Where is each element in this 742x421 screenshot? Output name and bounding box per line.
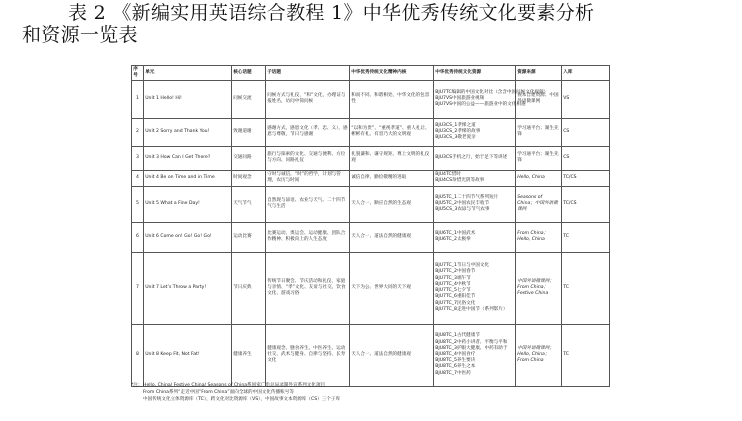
cell-db: TC/CS bbox=[562, 170, 610, 186]
cell-seq: 4 bbox=[132, 170, 144, 186]
cell-source: From China；Hello, China bbox=[516, 222, 562, 252]
resource-item: BJU7TC_8走进中国节（系列影片） bbox=[435, 306, 508, 312]
resource-item: BJU7VS中国旅游业视频 bbox=[435, 95, 485, 101]
table-row bbox=[132, 324, 610, 386]
cell-core: 天人合一、道法自然的健康观 bbox=[350, 222, 434, 252]
resource-item: BJU7TC_7民俗文化 bbox=[435, 300, 476, 306]
cell-subtopic: 比赛运动、奥运会、运动健康、团队合作精神、积极向上的人生态度 bbox=[266, 222, 350, 252]
cell-resources bbox=[434, 146, 516, 170]
cell-source: 中国外语微课网；Hello, China；From China bbox=[516, 324, 562, 386]
table-row bbox=[132, 170, 610, 186]
cell-topic: 问候交流 bbox=[232, 80, 266, 118]
cell-core: 诚信自律、勤俭敬精的进取 bbox=[350, 170, 434, 186]
resource-item: BJU5TC_2中国农民丰收节 bbox=[435, 200, 490, 206]
cell-unit: Unit 5 What a Fine Day! bbox=[144, 186, 232, 222]
caption-line-1: 表 2 《新编实用英语综合教程 1》中华优秀传统文化要素分析 bbox=[68, 2, 595, 24]
resource-item: BJU7TC_5七夕节 bbox=[435, 288, 471, 294]
cell-subtopic: 健康观念、膳食养生、中医养生、运动社交、武术与健身、自律与坚持、长寿文化 bbox=[266, 324, 350, 386]
resource-item: BJU6TC_2太极拳 bbox=[435, 237, 471, 243]
resource-item: BJU7TC_4中秋节 bbox=[435, 281, 471, 287]
table-notes bbox=[131, 382, 611, 403]
resource-item: BJU7TC_6重阳佳节 bbox=[435, 294, 476, 300]
table-row bbox=[132, 80, 610, 118]
cell-core: 天下为公、世界大同的天下观 bbox=[350, 252, 434, 324]
resource-item: BJU7TC_3端午节 bbox=[435, 275, 471, 281]
resource-item: BJU8TC_7中医药 bbox=[435, 370, 471, 376]
resource-table bbox=[131, 65, 610, 387]
cell-db: CS bbox=[562, 118, 610, 146]
cell-unit: Unit 6 Come on! Go! Go! Go! bbox=[144, 222, 232, 252]
cell-source: 学习通平台；湖生先锋 bbox=[516, 146, 562, 170]
resource-item: BJU7VS中国的公益——旅游业中的文化相遇 bbox=[435, 102, 526, 108]
table-row bbox=[132, 118, 610, 146]
cell-db: TC bbox=[562, 252, 610, 324]
table-header-row bbox=[132, 66, 610, 81]
cell-topic: 节日庆典 bbox=[232, 252, 266, 324]
cell-seq: 7 bbox=[132, 252, 144, 324]
cell-seq: 1 bbox=[132, 80, 144, 118]
header-seq: 序号 bbox=[132, 66, 144, 81]
cell-unit: Unit 4 Be on Time and in Time bbox=[144, 170, 232, 186]
header-unit: 单元 bbox=[144, 66, 232, 81]
cell-topic: 健康养生 bbox=[232, 324, 266, 386]
cell-db: TC bbox=[562, 222, 610, 252]
cell-resources bbox=[434, 186, 516, 222]
table-row bbox=[132, 222, 610, 252]
cell-seq: 5 bbox=[132, 186, 144, 222]
cell-unit: Unit 2 Sorry and Thank You! bbox=[144, 118, 232, 146]
cell-resources bbox=[434, 170, 516, 186]
cell-unit: Unit 7 Let’s Throw a Party! bbox=[144, 252, 232, 324]
cell-subtopic: 旅行与探索的文化、交通与便利、方位与方向、问路礼仪 bbox=[266, 146, 350, 170]
resource-item: BJU8TC_3护眼大健康、中药有助于 bbox=[435, 345, 508, 351]
cell-core: 天人合一、道法自然的健康观 bbox=[350, 324, 434, 386]
cell-unit: Unit 3 How Can I Get There? bbox=[144, 146, 232, 170]
cell-db: TC/CS bbox=[562, 186, 610, 222]
cell-resources bbox=[434, 222, 516, 252]
header-db: 入库 bbox=[562, 66, 610, 81]
cell-topic: 运动比赛 bbox=[232, 222, 266, 252]
cell-resources bbox=[434, 252, 516, 324]
cell-topic: 致谢道谢 bbox=[232, 118, 266, 146]
header-core: 中华优秀传统文化精神内核 bbox=[350, 66, 434, 81]
cell-seq: 8 bbox=[132, 324, 144, 386]
note-line: Hello, China/ Festive China/ Seasons of China系国家广电总局录制外宣系列文化项目 bbox=[143, 383, 326, 388]
resource-item: BJU5CS_3农谚与节气农事 bbox=[435, 207, 490, 213]
cell-source: 视本自建资源；中国外语微课网 bbox=[516, 80, 562, 118]
resource-item: BJU7TC_1节日与中国文化 bbox=[435, 263, 490, 269]
resource-item: BJU3CS手机之行，始于足下等讲述 bbox=[435, 154, 508, 160]
cell-source: 学习通平台；湖生先锋 bbox=[516, 118, 562, 146]
cell-source: Seasons of China；中国外语微课网 bbox=[516, 186, 562, 222]
cell-subtopic: 自然现与谚语、农业与天气、二十四节气与生活 bbox=[266, 186, 350, 222]
cell-source: Hello, China bbox=[516, 170, 562, 186]
header-topic: 核心话题 bbox=[232, 66, 266, 81]
resource-item: BJU5TC_1二十四节气系列短片 bbox=[435, 194, 499, 200]
cell-subtopic: 感谢方式，感恩文化（孝、忠、义），感恩与尊敬，节日与感谢 bbox=[266, 118, 350, 146]
cell-seq: 6 bbox=[132, 222, 144, 252]
cell-unit: Unit 1 Hello! Hi! bbox=[144, 80, 232, 118]
cell-source: 中国外语微课网；From China；Festive China bbox=[516, 252, 562, 324]
resource-item: BJU6TC_1中国武术 bbox=[435, 230, 476, 236]
note-row bbox=[131, 396, 611, 403]
note-line: 中国传统文化立体资源库（TC），跨文化对比资源库（VS），中国故事文本资源库（CS）三个子库 bbox=[143, 397, 341, 402]
table-row bbox=[132, 146, 610, 170]
cell-core: 天人合一、顺应自然的生态观 bbox=[350, 186, 434, 222]
resource-item: BJU8TC_5养生要诀 bbox=[435, 358, 476, 364]
header-resources: 中华优秀传统文化资源 bbox=[434, 66, 516, 81]
cell-unit: Unit 8 Keep Fit, Not Fat! bbox=[144, 324, 232, 386]
note-row bbox=[131, 389, 611, 396]
cell-topic: 时间观念 bbox=[232, 170, 266, 186]
caption-line-2: 和资源一览表 bbox=[22, 24, 138, 46]
cell-subtopic: 问候方式与礼仪，“和”文化，办理证与报姓名，访问中简问候 bbox=[266, 80, 350, 118]
cell-seq: 3 bbox=[132, 146, 144, 170]
note-line: From China系列“走近中国”From China”面向全球的中国文化传播账号等 bbox=[143, 390, 294, 395]
resource-item: BJU7TC_2中国春节 bbox=[435, 269, 476, 275]
cell-core: 和而不同、和谐相处、中华文化的包容性 bbox=[350, 80, 434, 118]
cell-db: TC bbox=[562, 324, 610, 386]
resource-item: BJU8TC_1古代健康节 bbox=[435, 333, 480, 339]
cell-subtopic: 传统节日聚会、节庆活动和礼仪、家庭与亲情、“孝”文化、友谊与社交、饮食文化、游戏习俗 bbox=[266, 252, 350, 324]
resource-item: BJU7TC编辑的中国文化对比（含含中国问候文化视频） bbox=[435, 89, 549, 95]
cell-resources bbox=[434, 324, 516, 386]
note-row bbox=[131, 382, 611, 389]
cell-core: 礼貌谦和、谦守规矩、尊上文明的礼仪观 bbox=[350, 146, 434, 170]
resource-item: BJU4CS珍惜光阴等故事 bbox=[435, 178, 485, 184]
note-tag: *注： bbox=[131, 383, 143, 388]
resource-item: BJU8TC_4中国食疗 bbox=[435, 351, 476, 357]
cell-subtopic: 守时与诚信，“时”的哲学，计划与管理，农历与时间 bbox=[266, 170, 350, 186]
cell-topic: 交通问路 bbox=[232, 146, 266, 170]
cell-db: VS bbox=[562, 80, 610, 118]
resource-item: BJU3CS_2孝悌的故事 bbox=[435, 128, 481, 134]
header-source: 资源来源 bbox=[516, 66, 562, 81]
resource-table-wrapper bbox=[131, 65, 609, 387]
cell-seq: 2 bbox=[132, 118, 144, 146]
cell-resources bbox=[434, 118, 516, 146]
resource-item: BJU4TC惜时 bbox=[435, 171, 461, 177]
table-row bbox=[132, 252, 610, 324]
cell-core: “以和为贵”、“重视孝道”、重人礼让、彬彬有礼、有容乃大的文明观 bbox=[350, 118, 434, 146]
table-caption bbox=[22, 2, 742, 46]
table-row bbox=[132, 186, 610, 222]
cell-topic: 天气节气 bbox=[232, 186, 266, 222]
resource-item: BJU3CS_1孝悌之道 bbox=[435, 122, 476, 128]
resource-item: BJU8TC_2中药小讲者、平衡与平和 bbox=[435, 339, 508, 345]
resource-item: BJU8TC_6养生之本 bbox=[435, 364, 476, 370]
resource-item: BJU3CS_3敬老爱亲 bbox=[435, 135, 476, 141]
cell-db: CS bbox=[562, 146, 610, 170]
header-subtopic: 子话题 bbox=[266, 66, 350, 81]
